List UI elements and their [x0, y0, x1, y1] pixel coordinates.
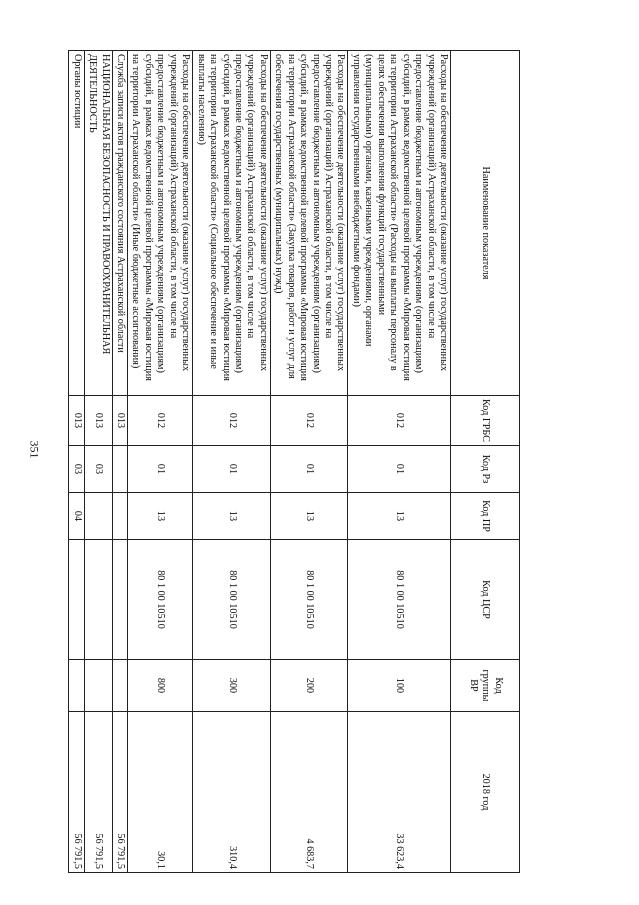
- row-value: 56 791,5: [112, 712, 127, 873]
- row-vr: [84, 660, 112, 712]
- header-grbs: Код ГРБС: [451, 396, 520, 446]
- row-grbs: 013: [84, 396, 112, 446]
- header-row: [451, 51, 520, 873]
- table-row: [112, 51, 127, 873]
- row-pr: 13: [348, 493, 451, 540]
- row-vr: 200: [270, 660, 348, 712]
- row-csr: [112, 540, 127, 660]
- header-rz: Код Рз: [451, 446, 520, 493]
- row-csr: 80 1 00 10510: [348, 540, 451, 660]
- table-stage: [71, 50, 520, 872]
- header-csr: Код ЦСР: [451, 540, 520, 660]
- row-csr: [84, 540, 112, 660]
- row-pr: 13: [270, 493, 348, 540]
- row-vr: 300: [193, 660, 271, 712]
- row-csr: 80 1 00 10510: [128, 540, 193, 660]
- row-name: Служба записи актов гражданского состояния Астраханской области: [112, 51, 127, 396]
- row-name: Органы юстиции: [69, 51, 84, 396]
- row-value: 56 791,5: [84, 712, 112, 873]
- row-value: 56 791,5: [69, 712, 84, 873]
- row-csr: [69, 540, 84, 660]
- row-pr: [84, 493, 112, 540]
- header-name: Наименование показателя: [451, 51, 520, 396]
- header-pr: Код ПР: [451, 493, 520, 540]
- row-rz: 01: [193, 446, 271, 493]
- row-pr: 13: [193, 493, 271, 540]
- row-value: 4 683,7: [270, 712, 348, 873]
- page-number: 351: [27, 440, 42, 459]
- row-pr: [112, 493, 127, 540]
- row-name: Расходы на обеспечение деятельности (оказание услуг) государственных учреждений (организаций) Астраханской области, в том числе на предоставление бюджетным и автономным учреждениям (организациям) субсидий, в рамках ведомственной целевой программы «Мировая юстиция на территории Астраханской области» (Иные бюджетные ассигнования): [128, 51, 193, 396]
- row-value: 33 623,4: [348, 712, 451, 873]
- row-value: 30,1: [128, 712, 193, 873]
- row-pr: 04: [69, 493, 84, 540]
- row-rz: 01: [128, 446, 193, 493]
- header-year: 2018 год: [451, 712, 520, 873]
- row-rz: 01: [270, 446, 348, 493]
- row-name: НАЦИОНАЛЬНАЯ БЕЗОПАСНОСТЬ И ПРАВООХРАНИТЕЛЬНАЯ ДЕЯТЕЛЬНОСТЬ: [84, 51, 112, 396]
- row-grbs: 013: [69, 396, 84, 446]
- row-grbs: 012: [270, 396, 348, 446]
- row-grbs: 012: [348, 396, 451, 446]
- table-row: [270, 51, 348, 873]
- row-vr: [69, 660, 84, 712]
- table-rotator: [71, 50, 520, 872]
- row-grbs: 013: [112, 396, 127, 446]
- row-vr: [112, 660, 127, 712]
- row-rz: 01: [348, 446, 451, 493]
- table-row: [193, 51, 271, 873]
- row-vr: 800: [128, 660, 193, 712]
- row-grbs: 012: [128, 396, 193, 446]
- table-row: [128, 51, 193, 873]
- header-vr: Код группы ВР: [451, 660, 520, 712]
- row-name: Расходы на обеспечение деятельности (оказание услуг) государственных учреждений (организаций) Астраханской области, в том числе на предоставление бюджетным и автономным учреждениям (организациям) субсидий, в рамках ведомственной целевой программы «Мировая юстиция на территории Астраханской области» (Закупка товаров, работ и услуг для обеспечения государственных (муниципальных) нужд): [270, 51, 348, 396]
- row-rz: 03: [84, 446, 112, 493]
- table-row: [348, 51, 451, 873]
- table-row: [69, 51, 84, 873]
- table-row: [84, 51, 112, 873]
- budget-table: [68, 50, 520, 873]
- row-pr: 13: [128, 493, 193, 540]
- row-name: Расходы на обеспечение деятельности (оказание услуг) государственных учреждений (организаций) Астраханской области, в том числе на предоставление бюджетным и автономным учреждениям (организациям) субсидий, в рамках ведомственной целевой программы «Мировая юстиция на территории Астраханской области» (Социальное обеспечение и иные выплаты населению): [193, 51, 271, 396]
- row-csr: 80 1 00 10510: [270, 540, 348, 660]
- row-vr: 100: [348, 660, 451, 712]
- row-rz: [112, 446, 127, 493]
- row-grbs: 012: [193, 396, 271, 446]
- row-rz: 03: [69, 446, 84, 493]
- row-name: Расходы на обеспечение деятельности (оказание услуг) государственных учреждений (организаций) Астраханской области, в том числе на предоставление бюджетным и автономным учреждениям (организациям) субсидий, в рамках ведомственной целевой программы «Мировая юстиция на территории Астраханской области» (Расходы на выплаты персоналу в целях обеспечения выполнения функций государственными (муниципальными) органами, казенными учреждениями, органами управления государственными внебюджетными фондами): [348, 51, 451, 396]
- row-csr: 80 1 00 10510: [193, 540, 271, 660]
- row-value: 310,4: [193, 712, 271, 873]
